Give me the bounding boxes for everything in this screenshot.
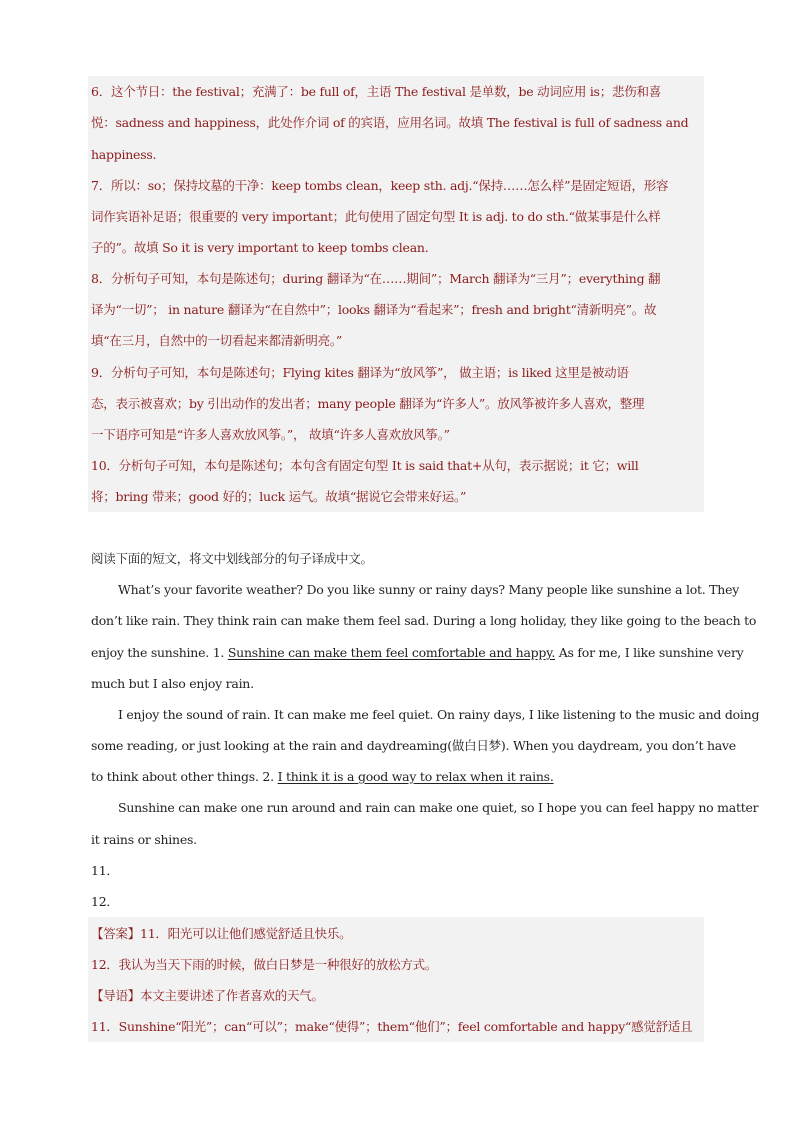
analysis-line: 7．所以：so；保持坟墓的干净：keep tombs clean，keep sth. adj.“保持……怎么样”是固定短语，形容 [91,178,669,193]
guide-text: 本文主要讲述了作者喜欢的天气。 [140,988,324,1003]
analysis-line: 译为“一切”； in nature 翻译为“在自然中”；looks 翻译为“看起来”；fresh and bright“清新明亮”。故 [91,302,657,317]
analysis-line: 填“在三月，自然中的一切看起来都清新明亮。” [91,333,343,348]
passage-line: What’s your favorite weather? Do you like sunny or rainy days? Many people like sunshine a lot. They [118,582,740,597]
passage-text: As for me, I like sunshine very [555,645,744,660]
analysis-background [88,76,704,512]
analysis-line: 悦：sadness and happiness，此处作介词 of 的宾语，应用名词。故填 The festival is full of sadness and [91,115,689,130]
underlined-sentence-2: I think it is a good way to relax when it rains. [277,769,554,784]
passage-line: some reading, or just looking at the rain and daydreaming(做白日梦). When you daydream, you don’t have [91,738,736,753]
analysis-line: 一下语序可知是“许多人喜欢放风筝。”， 故填“许多人喜欢放风筝。” [91,427,450,442]
answer-text: 11．阳光可以让他们感觉舒适且快乐。 [140,926,352,941]
passage-line [91,643,744,663]
passage-line: it rains or shines. [91,832,197,847]
passage-line: Sunshine can make one run around and rain can make one quiet, so I hope you can feel happy no matter [118,800,759,815]
analysis-line: 6．这个节日：the festival；充满了：be full of，主语 The festival 是单数，be 动词应用 is；悲伤和喜 [91,84,661,99]
analysis-line: 9．分析句子可知，本句是陈述句；Flying kites 翻译为“放风筝”， 做主语；is liked 这里是被动语 [91,365,629,380]
guide-label: 【导语】 [91,988,141,1003]
analysis-line: 子的”。故填 So it is very important to keep tombs clean. [91,240,429,255]
underlined-sentence-1: Sunshine can make them feel comfortable and happy. [227,645,556,660]
analysis-line: 词作宾语补足语；很重要的 very important；此句使用了固定句型 It is adj. to do sth.“做某事是什么样 [91,209,661,224]
answer-label: 【答案】 [91,926,141,941]
passage-text: enjoy the sunshine. 1. [91,645,228,660]
passage-line [91,767,701,787]
explanation-line: 11．Sunshine“阳光”；can“可以”；make“使得”；them“他们”；feel comfortable and happy“感觉舒适且 [91,1019,693,1034]
answer-line: 12．我认为当天下雨的时候，做白日梦是一种很好的放松方式。 [91,957,438,972]
analysis-line: 将；bring 带来；good 好的；luck 运气。故填“据说它会带来好运。” [91,489,467,504]
passage-line: much but I also enjoy rain. [91,676,254,691]
passage-text: to think about other things. 2. [91,769,278,784]
passage-line: I enjoy the sound of rain. It can make me feel quiet. On rainy days, I like listening to the music and doing [118,707,760,722]
guide-line [91,986,701,1006]
passage-line: don’t like rain. They think rain can make them feel sad. During a long holiday, they like going to the beach to [91,613,757,628]
analysis-line: 8．分析句子可知，本句是陈述句；during 翻译为“在……期间”；March 翻译为“三月”；everything 翻 [91,271,661,286]
answer-blank-12: 12． [91,894,119,909]
answer-line [91,924,701,944]
question-instruction: 阅读下面的短文，将文中划线部分的句子译成中文。 [91,551,373,566]
analysis-line: 10．分析句子可知，本句是陈述句；本句含有固定句型 It is said that+从句，表示据说；it 它；will [91,458,639,473]
analysis-line: 态，表示被喜欢；by 引出动作的发出者；many people 翻译为“许多人”。放风筝被许多人喜欢，整理 [91,396,645,411]
answer-blank-11: 11． [91,863,119,878]
analysis-line: happiness. [91,147,157,162]
